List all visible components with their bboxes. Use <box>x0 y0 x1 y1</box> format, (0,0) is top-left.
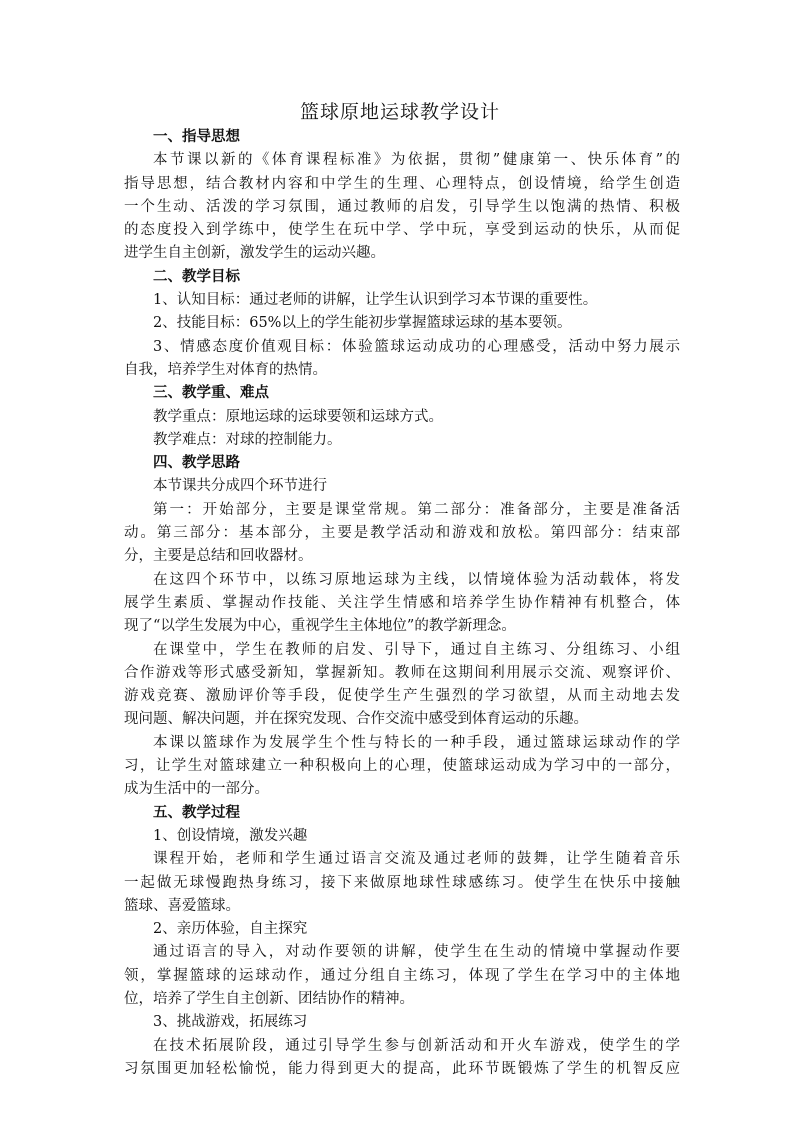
text-line: 本节课以新的《体育课程标准》为依据，贯彻”健康第一、快乐体育”的 <box>153 152 680 169</box>
text-line: 合作游戏等形式感受新知，掌握新知。教师在这期间利用展示交流、观察评价、 <box>124 664 680 681</box>
text-line: 本课以篮球作为发展学生个性与特长的一种手段，通过篮球运球动作的学 <box>153 734 680 751</box>
text-line: 展学生素质、掌握动作技能、关注学生情感和培养学生协作精神有机整合，体 <box>124 594 680 611</box>
text-line: 分，主要是总结和回收器材。 <box>124 548 313 565</box>
text-line: 3、挑战游戏，拓展练习 <box>153 1014 308 1031</box>
text-line: 2、技能目标：65%以上的学生能初步掌握篮球运球的基本要领。 <box>153 315 572 332</box>
text-line: 篮球、喜爱篮球。 <box>124 897 240 914</box>
text-line: 一个生动、活泼的学习氛围，通过教师的启发，引导学生以饱满的热情、积极 <box>124 198 680 215</box>
section-heading-teaching-process: 五、教学过程 <box>153 804 240 821</box>
text-line: 在课堂中，学生在教师的启发、引导下，通过自主练习、分组练习、小组 <box>153 641 680 658</box>
text-line: 游戏竞赛、激励评价等手段，促使学生产生强烈的学习欲望，从而主动地去发 <box>124 688 680 705</box>
section-heading-key-points: 三、教学重、难点 <box>153 385 269 402</box>
text-line: 现问题、解决问题，并在探究发现、合作交流中感受到体育运动的乐趣。 <box>124 711 588 728</box>
text-line: 3、情感态度价值观目标：体验篮球运动成功的心理感受，活动中努力展示 <box>153 338 680 355</box>
text-line: 1、认知目标：通过老师的讲解，让学生认识到学习本节课的重要性。 <box>153 292 598 309</box>
document-body <box>124 126 680 1081</box>
text-line: 现了“以学生发展为中心，重视学生主体地位”的教学新理念。 <box>124 618 516 635</box>
text-line: 习氛围更加轻松愉悦，能力得到更大的提高，此环节既锻炼了学生的机智反应 <box>124 1060 680 1077</box>
text-line: 自我，培养学生对体育的热情。 <box>124 361 327 378</box>
text-line: 1、创设情境，激发兴趣 <box>153 827 308 844</box>
text-line: 教学重点：原地运球的运球要领和运球方式。 <box>153 408 443 425</box>
section-heading-teaching-goals: 二、教学目标 <box>153 268 240 285</box>
document-title: 篮球原地运球教学设计 <box>299 101 500 123</box>
text-line: 课程开始，老师和学生通过语言交流及通过老师的鼓舞，让学生随着音乐 <box>153 851 680 868</box>
section-heading-teaching-approach: 四、教学思路 <box>153 455 240 472</box>
text-line: 领，掌握篮球的运球动作，通过分组自主练习，体现了学生在学习中的主体地 <box>124 967 680 984</box>
section-heading-guiding-thought: 一、指导思想 <box>153 129 240 145</box>
text-line: 指导思想，结合教材内容和中学生的生理、心理特点，创设情境，给学生创造 <box>124 175 680 192</box>
text-line: 进学生自主创新，激发学生的运动兴趣。 <box>124 245 385 262</box>
text-line: 本节课共分成四个环节进行 <box>153 478 327 495</box>
text-line: 通过语言的导入，对动作要领的讲解，使学生在生动的情境中掌握动作要 <box>153 944 680 961</box>
text-line: 在这四个环节中，以练习原地运球为主线，以情境体验为活动载体，将发 <box>153 571 680 588</box>
text-line: 第一：开始部分，主要是课堂常规。第二部分：准备部分，主要是准备活 <box>153 501 680 518</box>
text-line: 习，让学生对篮球建立一种积极向上的心理，使篮球运动成为学习中的一部分， <box>124 758 680 775</box>
text-line: 成为生活中的一部分。 <box>124 781 269 798</box>
text-line: 在技术拓展阶段，通过引导学生参与创新活动和开火车游戏，使学生的学 <box>153 1037 680 1054</box>
text-line: 一起做无球慢跑热身练习，接下来做原地球性球感练习。使学生在快乐中接触 <box>124 874 680 891</box>
text-line: 位，培养了学生自主创新、团结协作的精神。 <box>124 990 414 1007</box>
text-line: 教学难点：对球的控制能力。 <box>153 431 342 448</box>
text-line: 动。第三部分：基本部分，主要是教学活动和游戏和放松。第四部分：结束部 <box>124 525 680 542</box>
text-line: 2、亲历体验，自主探究 <box>153 921 308 938</box>
text-line: 的态度投入到学练中，使学生在玩中学、学中玩，享受到运动的快乐，从而促 <box>124 222 680 239</box>
